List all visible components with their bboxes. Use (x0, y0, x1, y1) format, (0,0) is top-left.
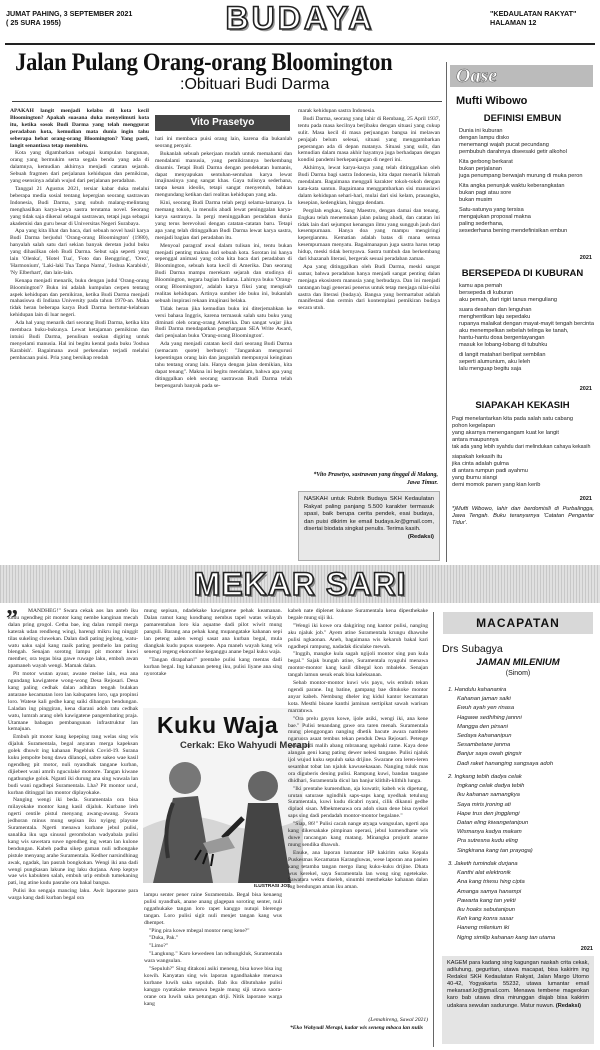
stanza-line: Mangga den pirsani (457, 723, 508, 730)
oase-poem-3 (452, 416, 595, 489)
article-col2-p1: Bukanlah sebuah pekerjaan mudah untuk memahami dan mendalami manusia, yang pemikirannya berkembang dinamis. Tetapi Budi Darma dengan pendekatan humanis, dapat menyapukan sentuhan-sentuhan karya lewat imajinasinya yang sangat khas. Gaya tulisnya sederhana, tanpa kesan ideolis, tetapi sangat menyentuh, bahkan mengundang ketikan dari realitas kehidupan yang ada. (155, 150, 292, 199)
kagem-box (442, 956, 594, 1044)
macapatan-divider (433, 612, 434, 1047)
oase-poem-2-title: BERSEPEDA DI KUBURAN (461, 268, 584, 279)
stanza-line: Wismanya kadya makam (457, 829, 522, 836)
oase-poem-1 (459, 128, 595, 235)
poem-line: pohon kegelapan (452, 423, 495, 429)
oase-poet: Mufti Wibowo (456, 95, 528, 107)
poem-line: bukan pagi atau sore (459, 190, 512, 196)
story-col1-p0: MANDHEG!" Swara cekak aos lan anteb iku kudu ngendheg pit montor kang nembe kanginan mecah dalan pring grogol. Cetha bae, ing dalan rumpil merga katerak udan rendheng wingi, barengi mikru ing ninggit tilas sukeling cluwekan. Dalan dadi pating jeglong, watu-watu uaku sajal kang raaik pating penthelo lan pating blengah. Senajan sorotng lampu pit montor kuwi menther, ora tegas bisa gawe ruwage laku, emboh awan apamaneh wayah wengi. Mamak dalan. (8, 608, 138, 670)
kagem-sign: (Redaksi) (555, 1002, 582, 1009)
oase-poem-3-year: 2021 (579, 496, 592, 502)
poem-line: rupanya malaikat dengan mayat-mayit tengah bercinta (459, 321, 594, 327)
article-col3-p0: marak kehidupan sastra Indonesia. (298, 108, 376, 114)
story-col3-p7: Enuke, ana laporan lumantar HP kakirim saka Kepala Puskesmas Kecamatan Karangluwas, wese laporan ana pasien kang tetamba tangan mergo ilang kuku-kuku drijine. Dhata wus kerekel, saya Suramentala lan wong sing ngetekake. Sawatara wektu diseleh, sinumbi mesthekake kahanan dalan ing bendungan aman iku aman. (288, 849, 428, 891)
oase-divider (446, 62, 447, 562)
stanza-line: Amanga samya hanampi (457, 888, 522, 895)
poem-line: bukan perjalanan (459, 166, 502, 172)
poem-line: menemangi wajah pucat pecundang (459, 142, 549, 148)
poem-line: mengajukan proposal makna (459, 214, 531, 220)
stanza-line: Ana kang triwsu hing cipta (457, 879, 525, 886)
poem-line: suara desahan dan lenguhan (459, 307, 532, 313)
poem-line: Kita gerbong berkarat (459, 159, 513, 165)
story-col2-bottom-p2: "Duka, Pak." (149, 935, 179, 942)
article-col3-p1: Budi Darma, seorang yang lahir di Rembang, 25 April 1937, tentu pada masa kecilnya berjibaku dengan situasi yang cukup sulit. Masa kecil di masa perjuangan bangsa ini melawan penjajah belum selesai, situasi yang menggambarkan peperangan ada di depan matanya. Situasi yang sulit, dan kemudian dalam masa akhir hayatnya juga berhadapan dengan kondisi pandemi berkepanjangan di negeri ini. (298, 115, 440, 164)
poem-line: masuk ke lobang-lobang di tubuhku (459, 342, 548, 348)
byline-box (155, 115, 290, 131)
poem-line: tak ada yang lebih syahdu dari melindukan cahaya kekasih (452, 444, 591, 450)
oase-poem-2-year: 2021 (579, 386, 592, 392)
poem-line: Satu-satunya yang tersisa (459, 207, 524, 213)
stanza-line: Sedaya kahananipun (457, 733, 512, 740)
stanza-line: Dadi raket hananging sangsaya adoh (457, 760, 554, 767)
macapatan-author: Drs Subagya (442, 643, 503, 655)
stanza-line: Iku hoaks sebutanipun (457, 907, 516, 914)
stanza-line: Hagawe sedhihing jannni (457, 714, 522, 721)
poem-line: hantu-hantu dosa bergentayangan (459, 335, 545, 341)
article-subhead: :Obituari Budi Darma (180, 76, 330, 93)
stanza-line: Hape trus den jingglengi (457, 810, 520, 817)
macapatan-stanza-1 (448, 686, 596, 769)
article-column-1 (10, 108, 149, 603)
article-column-2 (155, 136, 292, 601)
stanza-line: Pawarta kang tan yekti (457, 897, 516, 904)
article-col2-p5: Ada yang menjadi catatan kecil dari seorang Budi Darma (semacam quote) berbunyi: "Jangankan mengurusi kepentingan orang lain dan janganlah mempunyai keinginan tahu tentang orang lain. Hanya dengan jalan demikian, kita dapat tenang". Makna ini begitu mendalam, bahwa apa yang ditinggalkan oleh seorang sastrawan Budi Darma telah berpengaruh banyak pada se- (155, 341, 292, 389)
story-column-2-bottom (144, 892, 282, 1027)
story-col3-p0: kabeh nate diplenet kukune Suramentala kena dipesthekake begale mung siji iki. (288, 608, 428, 621)
story-col1-p1: Pit motor wutan ayaur, awane meine iain, esa ana ngundang kawigatene wong-wong Desa Rejosari. Desa kang paling cedhak dalan adhitan tengah bulakan antarane kecamatan loro lan kabupaten loro, uga propinsi loro. Watese kali gedhe kang saiki dibangun bendungan. Laladan ing pinggiran, kena diarani adoh ratu cedhak watu, lumrah arang oleh kawigatene pangembating praja. Utamane babagan pembangunan infrastruktur lan kemajuan. (8, 671, 138, 733)
stanza-line: Datan eling kiwangetanipun (457, 820, 529, 827)
poem-line: bukan musim (459, 197, 493, 203)
issue-date: JUMAT PAHING, 3 SEPTEMBER 2021 (6, 9, 133, 18)
story-sign: (Lemahireng, Sawal 2021) (368, 1017, 428, 1023)
poem-line: jika cinta adalah gulma (452, 461, 509, 467)
oase-poem-2 (459, 283, 595, 373)
article-col1-p4: Kenapa menjadi menarik, buku dengan judul 'Orang-orang Bloomington'? Buku ini adalah kumpulan cerpen tentang aspek kehidupan dan pemikiran, ketika Budi Darma menjadi mahasiswa di Indiana University pada tahun 1970-an. Maka tidak heran beberapa karya Budi Darma bertutur-kelabuan kehidupan lain di luar negeri. (10, 277, 149, 319)
page-number: HALAMAN 12 (490, 18, 537, 27)
macapatan-subtitle: (Sinom) (505, 670, 531, 677)
illustration-subtitle: Cerkak: Eko Wahyudi Merapi (180, 740, 311, 751)
stanza-line: Haneng milenium iki (457, 925, 510, 932)
poem-line: bersepeda di kuburan (459, 290, 514, 296)
poem-line: siapakah kekasih itu (452, 454, 503, 460)
naskah-text: NASKAH untuk Rubrik Budaya SKH Kedaulatan Rakyat paling panjang 5.500 karakter termasuk spasi, baik berupa cerita pendek, esai budaya, dan puisi dikirim ke email budaya.kr@gmail.com, disertai biodata singkat penulis. Terima kasih. (304, 496, 434, 533)
poem-line: di antara rumpun padi ayahmu (452, 468, 528, 474)
article-headline: Jalan Pulang Orang-orang Bloomington (15, 49, 393, 76)
poem-line: pembubuh darahnya diseesaki getir alkohol (459, 149, 567, 155)
article-bio: *Vito Prasetyo, sastrawan yang tinggal di Malang, Jawa Timur. (313, 472, 438, 486)
stanza-line: 1. Handulu kahananira (448, 687, 507, 693)
story-col2-bottom-p3: "Limo?" (149, 943, 169, 950)
header-right (490, 9, 594, 27)
article-col1-p1: Kota yang digambarkan sebagai kumpulan bangunan, orang yang bermukim serta segala benda yang ada di dalamnya, kemudian akhirnya menjadi catatan sejarah. Sebuah fragmen dari perjalanan kehidupan dan pemikiran, yang esensinya adalah wujud dari perjalanan peradaban. (10, 150, 149, 185)
story-col2-top-p0: mung sepisan, ndadekake kawigatene pehak keamanan. Dalan ramut kang kondhang nembus tapel watas wilayah pamarentahan loro kia aquatne dadi pilot wiwit mung panguli. Barang ana pehak kang mupangatake kahanan sepi lan peteng aalen wengi sasat ana kurban begal, mula diangkak kudu pupus susepete. Apa maneh wayah kang wis senengi regeng ekonomine keganggu anane begal kuku waja. (144, 608, 282, 656)
article-col1-p5: Ada hal yang menarik dari seorang Budi Darma, ketika kita membaca buku-bukunya. Lewat ketajaman pemikiran dan intuisi Budi Darma, penulisan seakan digiring untuk menyelami manusia. Hal ini begitu kental pada buku 'Joshua Karabish'. Bagaimana awal perkenalan terjadi melalui pembacaan puisi. Pria yang bersikap rendah (10, 320, 149, 361)
naskah-box (298, 491, 440, 561)
article-col2-p3: Menyoal paragraf awal dalam tulisan ini, tentu bukan menjadi penting makna dari sebuah kota. Sorotan ini hanya sepenggal animasi yang coba kita baca dari peradaban di Bloomington, sebuah kota kecil di Amerika. Dan seorang Budi Darma mampu merekam sejarah dan studinya di Bloomington, negara bagian Indiana. Lahirnya buku 'Orang-orang Bloomington', adalah karya fiksi yang mengisah realitas kehidupan. Artinya sumber ide buku ini, bukanlah sebuah inspirasi rekaan imajinasi belaka. (155, 242, 292, 304)
byline: Vito Prasetyo (190, 117, 255, 128)
illustration-title: Kuku Waja (157, 712, 279, 738)
stanza-line: Banjur saya owah gingsir (457, 751, 522, 758)
naskah-sign: (Redaksi) (407, 533, 434, 540)
article-col2-p2: Kini, seorang Budi Darma telah pergi selama-lamanya. Ia memang tokoh, ia menulis abadi lewat peninggalan karya-karya sastranya. Ia pergi meninggalkan peradaban dunia yang terus berevolusi dengan catatan-catatan baru. Tetapi apa yang telah ditinggalkan Budi Darma lewat karya sastra, menjadi bagian dari peradaban itu. (155, 200, 292, 241)
poem-line: kamu apa pemah (459, 283, 503, 289)
stanza-line: Ingkang celak dadya tebih (457, 783, 525, 790)
poem-line: antara maupunnya (452, 437, 499, 443)
poem-line: aku menempelkan sebelah telinga ke tanah, (459, 328, 569, 334)
paper-name: "KEDAULATAN RAKYAT" (490, 9, 577, 18)
story-col3-p1: "Wengi iki kowe ora dakgiring nng kantor pulisi, nanging aku njaluk job." Ayem atine Suramentala krungu dhawuhe pulisi ngkaonan. Aneh, bagaimana wis kekaruh bakal kari ngadhepi rampung, nadadak diculake mewah. (288, 622, 428, 650)
stanza-line: Kahanan jaman saiki (457, 696, 511, 703)
poem-line: juga penumpang berwajah murung di muka peron (459, 173, 583, 179)
article-column-3 (298, 108, 440, 470)
story-col2-bottom-p5: "Sepuluh?" Sing ditakoni asiki meneng, bisa kowe bisa ing kowih. Kanyatan sing wis laporan ngandhakake menawa kurbane luwih saka sepuluh. Bab iku dibutuhake pulisi kanggo nyatakake menawa begale mung siji utawa saora-orane ora luwih saka petungan driji. Nitik laporane warga kang (144, 966, 282, 1007)
stanza-line: Pra sutresna kudu eling (457, 838, 518, 845)
macapatan-year: 2021 (580, 946, 593, 952)
oase-poem-1-year: 2021 (579, 255, 592, 261)
oase-logo: Oase (456, 65, 498, 87)
stanza-line: Nging similip kahanan kang tan utama (457, 934, 556, 941)
oase-logo-box (450, 65, 593, 87)
poem-line: demi momok panen yang kian kerib (452, 482, 541, 488)
story-col3-p6: "Siap, 86!" Pulisi cacah nange atyaga wangsulan, ngerti apa kang dikersakake pimpinan operasi, jebul kumendhane wis duwe rancangan kang matang. Minangka projurit aname mung sendika dhawuh. (288, 821, 428, 848)
article-col1-p2: Tanggal 21 Agustus 2021, tersiar kabar duka melalui beberapa media sosial tentang kepergian seorang sastrawan Indonesia, Budi Darma, yang subuh malang-melintang menghasilkan karya-karya sastra terutama novel. Seorang yang tidak saja dikenal sebagai sastrawan, tetapi juga sebagai akademisi dan guru besar di Universitas Negeri Surabaya. (10, 185, 149, 227)
stanza-line: 3. Jaketh tumindak durjana (448, 861, 518, 867)
article-col3-p4: Apa yang ditinggalkan oleh Budi Darma, meski sangat samar, bahwa peradaban hanya menjadi sangat penting dalan menjaga ekosistem manusia yang berbudaya. Dan ini menjadi tantangan bagi generasi penerus untuk tetap menjaga nilai-nilai sastra dan literasi (budaya). Bangsa yang bermartabat adalah manifestasi dan cermin dari kontemplasi pemikiran budaya secara utuh. (298, 263, 440, 312)
poem-line: Pagi menelantarkan kita pada salah satu cabang (452, 416, 573, 422)
stanza-line: Singkirana kang tan prayoga) (457, 847, 533, 854)
macapatan-logo-box (443, 612, 593, 634)
poem-line: yang ibumu siangi (452, 475, 498, 481)
story-column-3 (288, 608, 428, 1016)
macapatan-stanza-2 (448, 773, 596, 856)
illustration-credit: ILUSTRASI JOS (254, 884, 291, 889)
story-col2-top-p1: "Tangan dirapahan!" prentahe pulisi kang mentas dadi kurban begal. Ing kahanan peteng iku, pulisi liyane ana sing nyorotake (144, 657, 282, 678)
macapatan-logo: MACAPATAN (476, 616, 560, 630)
story-col1-p2: Embuh pit motor kang kepeping rang welas sing wis dijaluk Suramentala, begal anyaran merga kapeksan golek dhuwit ing kahanan Pagebluk Covid-19. Surana kuku jempolte bong dawa dilanopi, sabre sakeo wae kasil ngendheg pit motor, nuli nyandhak tangane kurban, dijiebeet wani amrih nguculaké montore. Tangan kiwane ngathungke golok. Nganti iki durung ana sing wawala lan budi wani ngadhepi Suramentala. Lha? Pit montor ucul, kurban ditinggal lan montor diplayokake. (8, 734, 138, 796)
poem-line: aku pemah, dari rigiri tanus menguliang (459, 297, 557, 303)
kagem-text: KAGEM para kadang sing kagungan naskah crita cekak, adiluhung, geguritan, utawa macapat, bisa kakirim ing Redaksi SKH Kedaulatan Rakyat, Jalan Margo Utomo 40-42, Yogyakarta 55232, utawa lumantar email mekarsari.kr@gmail.com. Menawa tembene mageokan karo bab utawa dina mirunggan diajab bisa kakirim udakara sewulan sadurunge. Matur nuwun. (447, 960, 589, 1009)
stanza-line: Keh kang konra sasar (457, 916, 514, 923)
story-col3-p5: "Iki prentahe kumendhan, aja kuwatir, kabeh wis dipetung, urutan saturase ngindhik saps-saps kang nyedhak tetulung Suramentala, kuwi kudu dicabri nyani, cilik dikanni gedhe diplaol sisan. Mbekmenawa ora adoh sisan dene bisa nyekel saps sing dadi pendadah montor-montor begalane." (288, 785, 428, 820)
poem-line: di langit matahari berlipat sembilan (459, 352, 546, 358)
macapatan-title: JAMAN MILENIUM (476, 657, 560, 668)
oase-bio: *)Mufti Wibowo, lahir dan berdomisili di Purbalingga, Jawa Tengah. Buku teranyarnya 'Catatan Pengantar Tidur'. (452, 506, 594, 526)
poem-line: lalu menguap begitu saja (459, 366, 522, 372)
article-col2-p4: Tidak heran jika kemudian buku ini diterjemahkan ke versi bahasa Inggris, karena termasuk salah satu buku yang diminati oleh orang-orang Amerika. Dan sangat wajar jika Budi Darma mendapatkan penghargaan SEA Write Award, dari penjualan buku 'Orang-orang Bloomington'. (155, 305, 292, 340)
poem-line: dengan lampu disko (459, 135, 510, 141)
issue-sura-date: ( 25 SURA 1955) (6, 18, 61, 27)
stanza-line: Iku kahanan samangkya (457, 792, 520, 799)
stanza-line: Sesambetane janma (457, 742, 511, 749)
article-col1-p3: Apa yang kita lihat dan baca, dari sebuah novel hasil karya Budi Darma berjudul 'Orang-orang Bloomington' (1980), hanyalah salah satu dari sekian banyak deretan judul buku yang dihasilkan oleh Budi Darma. Sebut saja seperti yang lain 'Olenka', 'Hotel Tua', 'Foto dan Benggring', 'Orez', 'Harmonium', 'Laki-laki Tua Tanpa Nama', 'Joshua Karabish', 'Ny Elberhart', dan lain-lain. (10, 228, 149, 276)
story-col1-p4: Pulisi iku sengaja mancing laku. Awit laporane para warga kang dadi kurban begal ora (8, 888, 138, 902)
poem-line: seperti alumunium, aku leleh (459, 359, 531, 365)
story-col3-p2: "Inggih, mangke kula sagah ngijoli montor sing pun kula begal." Sajak bungah atine, Suramentala nyaguhi menawa montor-montor kang kasil dibegal kon mbaleke. Senajan tangah lamun sesuk enak bisa kaleksanan. (288, 651, 428, 679)
story-col2-bottom-p4: "Langkung." Karo kewedeen lan ndhungkluk, Suramentala wara wangsulan. (144, 951, 282, 965)
stanza-line: 2. Ingkang tebih dadya celak (448, 774, 522, 780)
macapatan-stanza-3 (448, 860, 596, 943)
article-col3-p2: Akhirnya, lewat karya-karya yang telah ditinggalkan oleh Budi Darma bagi sastra Indonesia, kita dapat menarik hikmah mendalam. Bagaimana menggali karakter tokoh-tokoh dengan kata-kata santun. Bagaimana menggambarkan sisi manusiawi dalam kehidupan sehari-hari, mulai dari sisi kelam, prasangka, kesepian, kedengkian, hingga dendam. (298, 165, 440, 206)
poem-line: yang akarnya menengangam kuat ke langit (452, 430, 559, 436)
oase-poem-1-title: DEFINISI EMBUN (483, 113, 562, 124)
mekar-sari-title: MEKAR SARI (193, 566, 407, 602)
article-col1-p0: APAKAH langit menjadi kelabu di kota kecil Bloomington? Apakah suasana duka menyelimuti kota itu, ketika sosok Budi Darma yang telah menggurat peradaban kota, kemudian mata dunia ingin tahu seberapa hebat orang-orang Bloomington? Yang pasti, langit senantiasa tetap membiru. (10, 108, 149, 149)
poem-line: menghentikan laju sepedaku (459, 314, 531, 320)
story-col2-bottom-p0: lampu senter pener raine Suramentala. Begal bisa kenaeng pulisi nyandhak, anane anang glagepan soroting senter, nuli nggathukake tangan loro rapet kanggo nutupi blerenge tangan. Loro pulisi sigit nuli menjet tangan kang wus dhempet. (144, 892, 282, 926)
subhead-rule (12, 101, 442, 102)
story-col3-p3: Sebab montor-montor kuwi wis payu, wis embuh tekan ngendi parane. Ing batine, gampang bae ditukoke montor anyar kabeh. Nembung dheler ing kidul kantor kecamatan kota. Mesthi bisane kanthi jaminan sertipikat sawah warisan marratuwa. (288, 680, 428, 714)
poem-line: Kita angka penunjuk waktu keberangkatan (459, 183, 565, 189)
drop-quote-icon: ” (6, 606, 18, 632)
poem-line: paling sederhana, (459, 221, 504, 227)
stanza-line: Saya miris jroning ati (457, 801, 511, 808)
oase-poem-3-title: SIAPAKAH KEKASIH (475, 400, 570, 411)
story-col1-p3: Nanging wengi iki beda. Suramentala ora bisa milayokake montor kang kasil dijaluk. Kurbane ireh ngerti centile pistul menyang awang-awang. Swara jedhoran minus mung sepisan iku nyigeg playune Suramentala. Ngerti menawa kurbane jebul pulisi, sanalika iku uga sinusul gerombolan wadyabala pulisi kang wis sawetara suwe ngendheg ing wetan lan kulone bendungan. Kabeh padha sikep gaman nuli ndhongake pistule menyang arahe Suramentala. Kedher narsindhinag awak, ngadak, lan pasrah bongkokan. Wengi iki ana dadi wengi pungkasan lakune ing laku durjana. Arep keptye wae wis kabukten salah, embuh urip embuh tumekaning pati, ing atine kudu pasrahe ora bakal bangsa. (8, 797, 138, 887)
story-column-1 (8, 608, 138, 1023)
stanza-line: Kanthi alat elektronik (457, 870, 511, 877)
story-col3-p4: "Ora prelu gayon kowe, ijole asiki, wengi iki, ana kene bae." Pulisi tenandang gawe ora taren menah. Suramentala mung plenggongan nanging dhetik bacute awara nambete ngaruora asaat tembus tekan penduk Desa Rejosari. Petenge wengi dadi malih abang mbranang ngebaki rame. Kaya dene alangan geni kang pating dewer nelesi tangane. Pulisi njaluk ijol wujud kuku sepuluh saka drijine. Swarane ora leren-leren sesambat tobat lan njaluk kawusekasaan. Nanging tuluk mas ora diguberis dening pulisi. Rampung kuwi, bandan tangane dhidhari, Suramentala dicul lan banjur klithih-klithih lunga. (288, 715, 428, 784)
story-col2-bottom-p1: "Ping pira kowe mbegal montor neng kene?" (149, 927, 250, 934)
story-column-2-top (144, 608, 282, 706)
poem-line: sesederhana bening mendefinisikan embun (459, 228, 568, 234)
story-author-bio: *Eko Wahyudi Merapi, kadar wis seneng mbaca lan nulis (290, 1025, 423, 1031)
article-col2-p0: hati ini membaca puisi orang lain, karena dia bukanlah seorang penyair. (155, 136, 292, 149)
poem-line: Dunia ini kuburan (459, 128, 503, 134)
stanza-line: Ewuh ayah yen rinasa (457, 705, 515, 712)
article-col3-p3: Pergilah engkau, Sang Maestro, dengan damai dan tenang. Engkau telah menemukan jalan pulang abadi, dan catatan ini tidak lain dari sejumput kenangan ilmu yang sungguh jauh dari kesempurnaan. Hanya doa yang mampu mengiringi kepergianmu. Kematian adalah batas di mana semua kesempurnaan menyatu. Bagaimanapun juga sastra harus tetap hidup, meski tidak bernyawa. Sastra tumbuh dan berkembang dari khazanah literasi, bergerak sesuai peradaban zaman. (298, 207, 440, 263)
section-title: BUDAYA (225, 0, 375, 36)
header-rule (5, 43, 595, 45)
